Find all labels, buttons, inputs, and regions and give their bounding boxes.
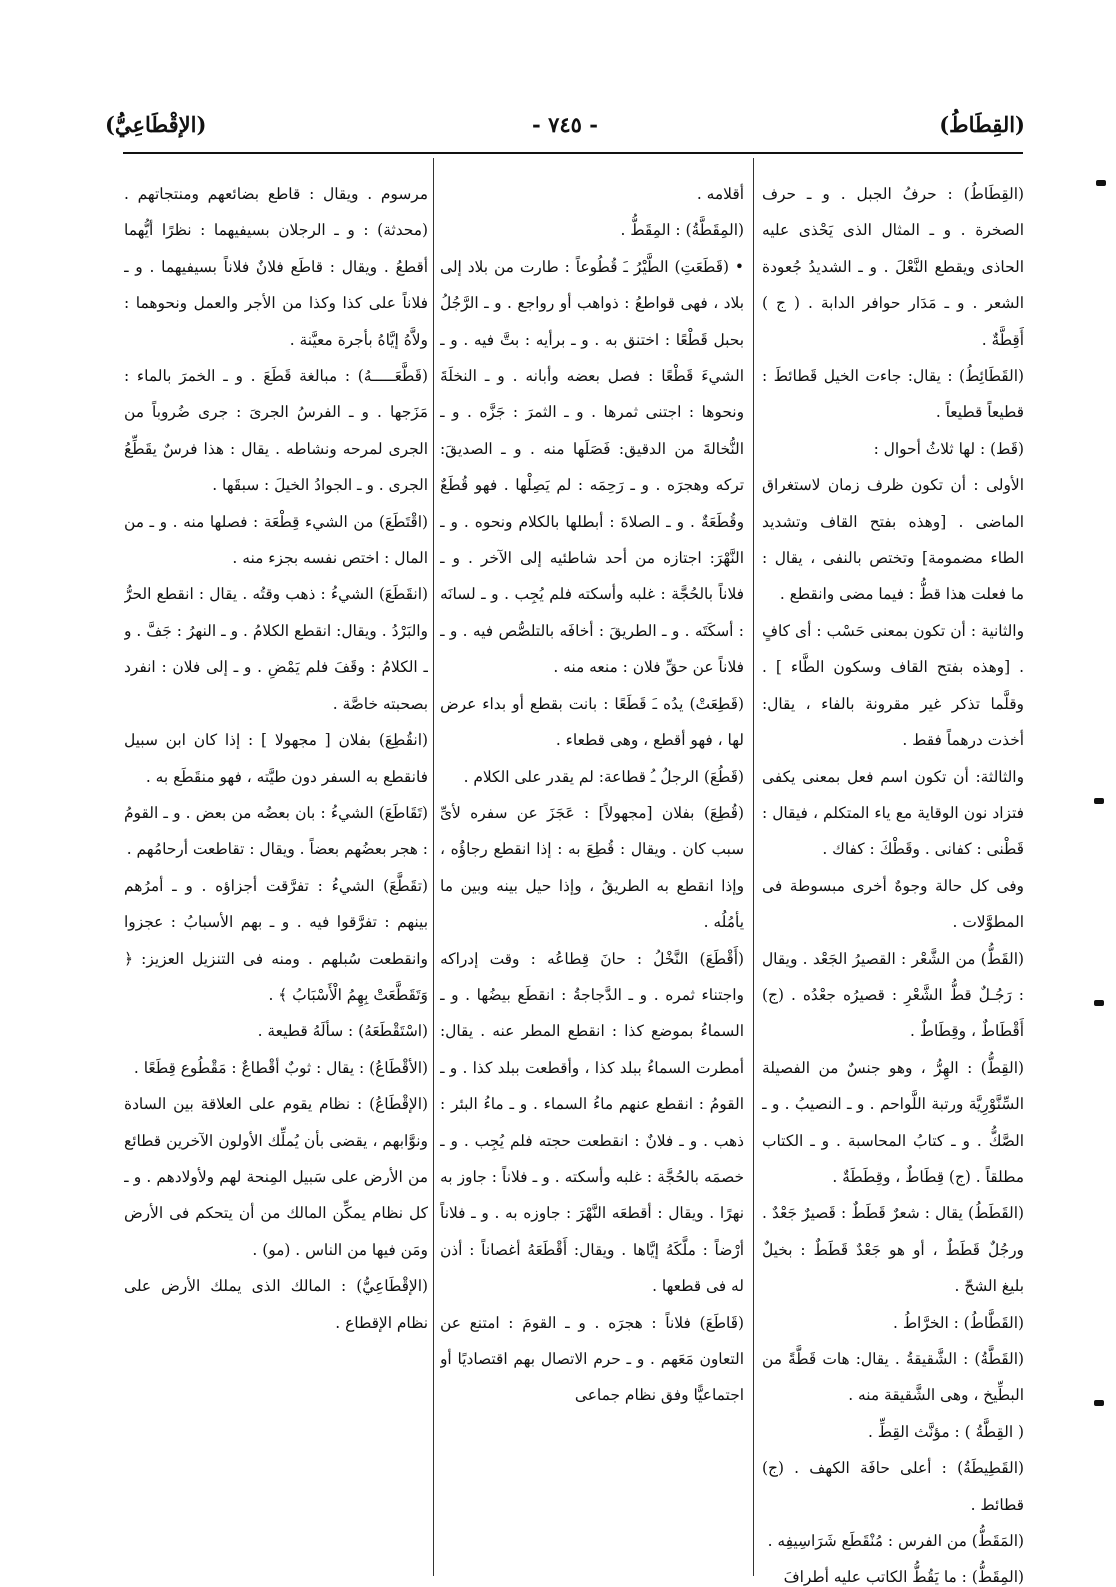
entry: (القِطَاطُ) : حرفُ الجبل . و ـ حرف الصخرة . و ـ المثال الذى يَحْذى عليه الحاذى ويقطع النَّعْلَ . و ـ الشديدُ جُعودة الشعر . و ـ مَدَار حوافر الدابة . ( ج ) أَقِطَّةٌ . [762,185,1024,349]
entry: (القَطَّةُ) : الشَّقيقةُ . يقال: هات قَطَّةً من البطِّيخ ، وهى الشَّقيقة منه . [762,1350,1024,1405]
entry: (الأقْطَاعُ) : يقال : ثوبٌ أقْطاعٌ : مَقْطُوع قِطَعًا . [133,1058,428,1077]
entry: والثالثة: أن تكون اسم فعل بمعنى يكفى فتزاد نون الوقاية مع ياء المتكلم ، فيقال : قَطْنى : كفانى . وقَطْكَ : كفاك . [762,767,1024,859]
left-guide-word: (الإقْطَاعِيُّ) [105,112,207,137]
column-right [762,176,1024,1586]
entry: (قَطَّعَـــــهُ) : مبالغة قَطَعَ . و ـ الخمرَ بالماء : مَزَجها . و ـ الفرسُ الجرىَ : جرى ضُروباً من الجرى لمرحه ونشاطه . يقال : هذا فرسٌ يقَطِّعُ الجرى . و ـ الجوادُ الخيلَ : سبقَها . [124,367,428,495]
right-guide-word: (القِطَاطُ) [939,112,1025,137]
entry: (تَقَاطَعَ) الشيءُ : بان بعضُه من بعض . و ـ القومُ : هجر بعضُهم بعضاً . ويقال : تقاطعت أرحامُهم . [124,803,428,859]
entry: (قَطِعَتْ) يدُه ـَ قَطَعًا : بانت بقطع أو بداء عرض لها ، فهو أقطع ، وهى قطعاء . [440,694,744,750]
entry: (المِقَطُّ) : ما يَقُطُّ الكاتب عليه أطرافَ [783,1568,1024,1586]
entry: (القَطِيطَةُ) : أعلى حافَة الكهف . (ج) قطائط . [762,1459,1024,1514]
scan-edge-mark [1094,798,1104,804]
scan-edge-mark [1094,1400,1104,1406]
entry: (قُطِعَ) بفلان [مجهولاً] : عَجَزَ عن سفره لأىِّ سبب كان . ويقال : قُطِعَ به : إذا انقطع رجاؤُه ، وإذا انقطع به الطريقُ ، وإذا حيل بينه وبين ما يأمُلُه . [440,803,744,932]
entry: (المِقَطَّةُ) : المِقَطُّ . [620,221,744,240]
entry: (القَطَّاطُ) : الخرَّاطُ . [893,1313,1024,1332]
entry: (انقُطِعَ) بفلان [ مجهولا ] : إذا كان ابن سبيل فانقطع به السفر دون طيَّته ، فهو منقَطَع به . [124,731,428,786]
entry: (قَط) : لها ثلاثُ أحوال : [873,439,1024,458]
entry: (القَطَائِطُ) : يقال: جاءت الخيل قَطائطَ : قطيعاً قطيعاً . [762,367,1024,422]
column-divider-right [753,158,754,1576]
entry: • (قَطَعَتِ) الطَّيْرُ ـَ قُطُوعاً : طارت من بلاد إلى بلاد ، فهى قواطعُ : ذواهب أو رواجع . و ـ الرَّجُلُ بحبل قَطْعًا : اختنق به . و ـ برأيه : بتَّ فيه . و ـ الشيءَ قَطْعًا : فصل بعضه وأبانه . و ـ النخلَةَ ونحوها : اجتنى ثمرها . و ـ الثمرَ : جَزَّه . و ـ النُّخالةَ من الدقيق: فَصَلَها منه . و ـ الصديقَ: تركه وهجرَه . و ـ رَحِمَه : لم يَصِلْها . فهو قُطَعٌ وقُطَعَةٌ . و ـ الصلاةَ : أبطلها بالكلام ونحوه . و ـ النَّهْرَ: اجتازه من أحد شاطئيه إلى الآخر . و ـ فلاناً بالحُجَّة : غلبه وأسكته فلم يُجِب . و ـ لسانَه : أسكَتَه . و ـ الطريقَ : أخافَه بالتلصُّص فيه . و ـ فلاناً عن حقِّ فلان : منعه منه . [440,257,744,677]
column-middle [440,176,744,1586]
entry: (القَطُّ) من الشَّعْر : القصيرُ الجَعْد . ويقال : رَجُـلٌ قطُّ الشَّعْرِ : قصيرُه جعْدُه . (ج) أَقْطَاطٌ ، وقِطَاطٌ . [762,949,1024,1041]
entry: مرسوم . ويقال : قاطع بضائعهم ومنتجاتهم . (محدثة) : و ـ الرجلان بسيفيهما : نظرًا أيُّهما أقطعُ . ويقال : قاطَع فلانٌ فلاناً بسيفيهما . و ـ فلاناً على كذا وكذا من الأجر والعمل ونحوهما : ولاَّهُ إيَّاهُ بأجرة معيَّنة . [124,185,428,349]
entry: وفى كل حالة وجوهٌ أخرى مبسوطة فى المطوَّلات . [762,876,1024,932]
column-left [124,176,428,1586]
entry: ( القِطَّةُ ) : مؤنَّث القِطِّ . [867,1422,1024,1441]
entry: (قَاطَعَ) فلاناً : هجرَه . و ـ القومَ : امتنع عن التعاون مَعَهم . و ـ حرم الاتصال بهم اقتصاديًا أو اجتماعيًّا وفق نظام جماعى [440,1313,744,1405]
entry: (قَطُعَ) الرجلُ ـُ قطاعة: لم يقدر على الكلام . [463,767,744,786]
page-number: - ٧٤٥ - [532,112,598,137]
header-rule [123,152,1023,154]
entry: (اقْتَطَعَ) من الشيء قِطْعَة : فصلها منه . و ـ من المال : اختص نفسه بجزء منه . [124,512,428,568]
entry: الأولى : أن تكون ظرف زمان لاستغراق الماضى . [وهذه بفتح القاف وتشديد الطاء مضمومة] وتختص بالنفى ، يقال : ما فعلت هذا قطُّ : فيما مضى وانقطع . [762,476,1024,604]
entry: (الإقْطَاعُ) : نظام يقوم على العلاقة بين السادة ونوَّابهم ، يقضى بأن يُملِّك الأولون الآخرين قطائع من الأرض على سَبيل المِنحة لهم ولأولادهم . و ـ كل نظام يمكِّن المالك من أن يتحكم فى الأرض ومَن فيها من الناس . (مو) . [124,1095,428,1259]
column-divider-left [433,158,434,1576]
entry: (القِطُّ) : الهِرُّ ، وهو جنسٌ من الفصيلة السِّنَّوْرِيَّة ورتبة اللَّواحم . و ـ النصيبُ . و ـ الصَّكُّ . و ـ كتابُ المحاسبة . و ـ الكتاب مطلقاً . (ج) قِطَاطٌ ، وقِطَطَةٌ . [762,1058,1024,1186]
entry: (تقَطَّعَ) الشيءُ : تفرَّقت أجزاؤه . و ـ أمرُهم بينهم : تفرَّقوا فيه . و ـ بهم الأسبابُ : عجزوا وانقطعت سُبلهم . ومنه فى التنزيل العزيز: ﴿ وَتَقَطَّعَتْ بِهِمُ الْأَسْبَابُ ﴾ . [124,876,428,1004]
entry: أقلامه . [696,185,744,203]
entry: والثانية : أن تكون بمعنى حَسْب : أى كافٍ . [وهذه بفتح القاف وسكون الطَّاء ] . وقلَّما تذكر غير مقرونة بالفاء ، يقال: أخذت درهماً فقط . [762,621,1024,750]
page-header [105,112,1025,146]
entry: (اسْتَقْطَعَهُ) : سألَهُ قطيعة . [257,1022,428,1041]
entry: (أَقْطَعَ) النَّخْلُ : حانَ قِطاعُه : وقت إدراكه واجتناء ثمره . و ـ الدَّجاجةُ : انقطَع بيضُها . و ـ السماءُ بموضع كذا : انقطع المطر عنه . يقال: أمطرت السماءُ ببلد كذا ، وأقطعت ببلد كذا . و ـ القومُ : انقطع عنهم ماءُ السماء . و ـ ماءُ البئر : ذهب . و ـ فلانٌ : انقطعت حجته فلم يُجِب . و ـ خصمَه بالحُجَّة : غلبه وأسكته . و ـ فلاناً : جاوز به نهرًا . ويقال : أقطعَه النَّهْرَ : جاوزه به . و ـ فلاناً أرْضاً : ملَّكَهُ إيَّاها . ويقال: أَقْطَعَهُ أغصاناً : أذن له فى قطعها . [440,949,744,1296]
entry: (انقَطَعَ) الشيءُ : ذهب وقتُه . يقال : انقطع الحرُّ والبَرْدُ . ويقال: انقطع الكلامُ . و ـ النهرُ : جَفَّ . و ـ الكلامُ : وقَفَ فلم يَمْضِ . و ـ إلى فلان : انفرد بصحبته خاصَّة . [124,585,428,713]
entry: (المَقَطُّ) من الفرس : مُنْقَطَع شَرَاسِيفِه . [767,1532,1024,1551]
scan-edge-mark [1096,180,1106,186]
entry: (القَطَطُ) يقال : شعرٌ قَطَطٌ : قَصيرٌ جَعْدٌ . ورجُلٌ قَطَطٌ ، أو هو جَعْدٌ قَطَطٌ : بخيلٌ بليغ الشحّ . [762,1204,1024,1296]
scan-edge-mark [1094,1000,1104,1006]
entry: (الإقْطَاعِيُّ) : المالك الذى يملك الأرض على نظام الإقطاع . [124,1277,428,1332]
